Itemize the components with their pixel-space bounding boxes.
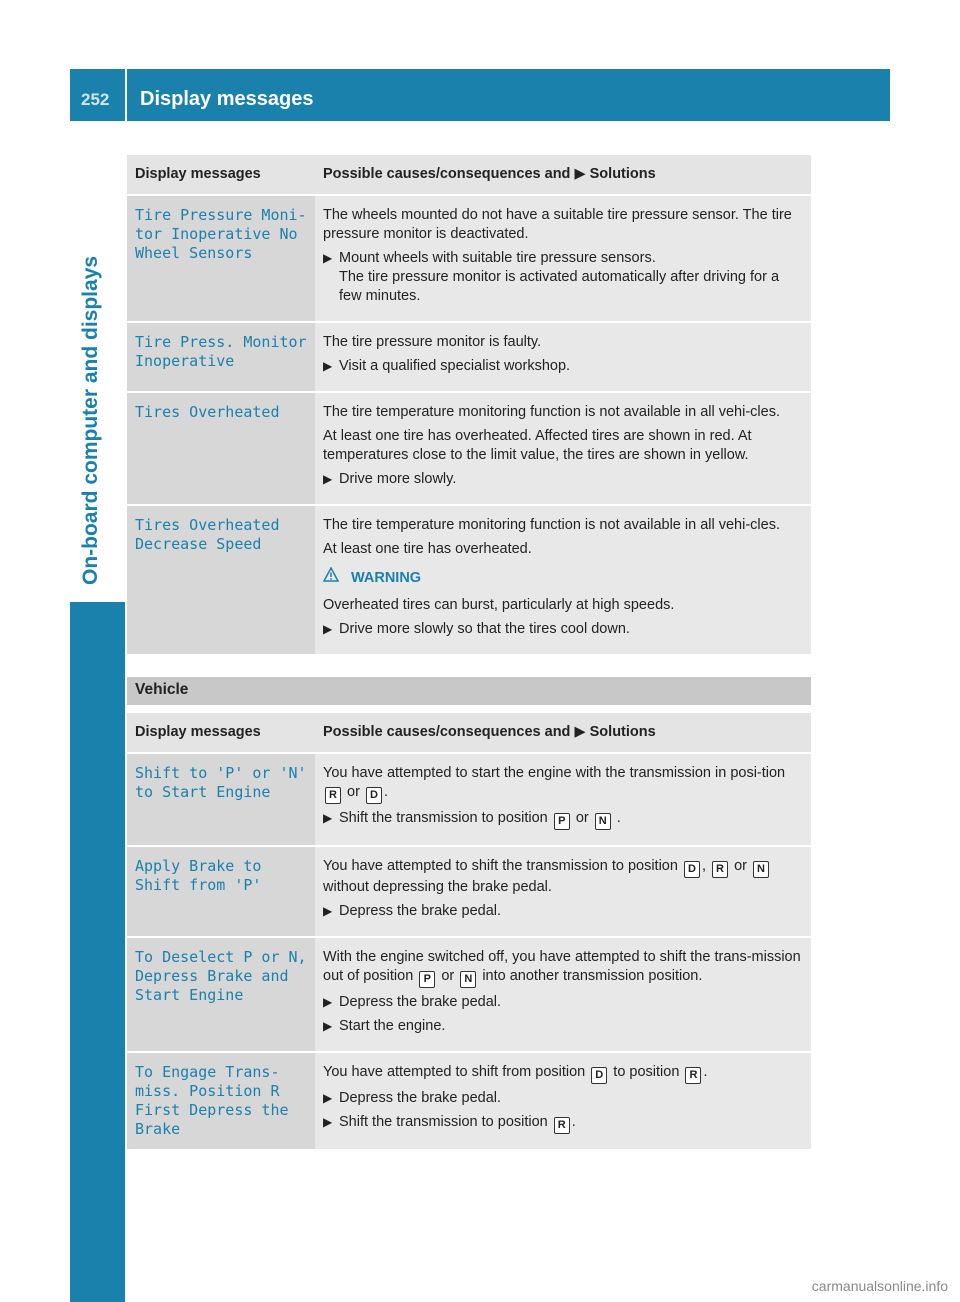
solution-cell: You have attempted to shift the transmission to position D , R or N without depressing the brake pedal. ▶ Depress the brake pedal. [315,846,811,937]
arrow-right-icon: ▶ [323,995,333,1009]
arrow-right-icon: ▶ [323,251,333,265]
arrow-right-icon: ▶ [574,166,586,182]
list-item: ▶ Depress the brake pedal. [323,1090,502,1106]
list-item: ▶ Start the engine. [323,1018,446,1034]
arrow-right-icon: ▶ [323,472,333,486]
gear-d-icon: D [591,1067,607,1084]
display-message: Tire Press. Monitor Inoperative [127,322,315,392]
list-item: ▶ Depress the brake pedal. [323,994,502,1010]
display-message: Tires Overheated Decrease Speed [127,505,315,655]
gear-p-icon: P [554,813,570,830]
header-divider [125,69,127,121]
gear-d-icon: D [366,787,382,804]
page-number: 252 [81,90,110,109]
page-title: Display messages [140,88,314,110]
solution-cell: The tire temperature monitoring function is not available in all vehi-cles. At least one tire has overheated. Affected tires are shown in red. At temperatures close to the limit value, the tires are shown in yellow. ▶ Drive more slowly. [315,392,811,505]
solution-cell: With the engine switched off, you have attempted to shift the trans-mission out of position P or N into another transmission position. ▶ Depress the brake pedal. ▶ Start the engine. [315,937,811,1052]
gear-n-icon: N [753,861,769,878]
gear-r-icon: R [325,787,341,804]
gear-r-icon: R [712,861,728,878]
column-header-causes: Possible causes/consequences and ▶ Solutions [315,713,811,753]
watermark: carmanualsonline.info [811,1278,948,1294]
section-header-vehicle: Vehicle [127,677,811,705]
column-header-causes: Possible causes/consequences and ▶ Solutions [315,155,811,195]
list-item: ▶ Drive more slowly so that the tires cool down. [323,621,630,637]
display-message: To Engage Trans- miss. Position R First Depress the Brake [127,1052,315,1150]
display-message: Shift to 'P' or 'N' to Start Engine [127,753,315,846]
display-message: To Deselect P or N, Depress Brake and Start Engine [127,937,315,1052]
table-header-row [127,713,811,753]
list-item: ▶ Visit a qualified specialist workshop. [323,358,571,374]
table-row [127,753,811,846]
gear-n-icon: N [595,813,611,830]
solution-cell: The tire temperature monitoring function is not available in all vehi-cles. At least one tire has overheated. WARNING Overheated tires can burst, particularly at high speeds. ▶ Drive more slowly so that the tires cool down. [315,505,811,655]
display-message: Apply Brake to Shift from 'P' [127,846,315,937]
list-item: ▶ Depress the brake pedal. [323,903,502,919]
warning-label: WARNING [323,567,803,588]
arrow-right-icon: ▶ [323,1115,333,1129]
table-row [127,195,811,322]
gear-p-icon: P [419,971,435,988]
list-item: ▶ Drive more slowly. [323,471,457,487]
messages-table-tires [127,155,811,656]
gear-r-icon: R [554,1117,570,1134]
sidebar-label: On-board computer and displays [79,255,102,585]
arrow-right-icon: ▶ [574,724,586,740]
solution-cell: You have attempted to shift from position D to position R . ▶ Depress the brake pedal. ▶ Shift the transmission to position R . [315,1052,811,1150]
column-header-messages: Display messages [127,713,315,753]
column-header-messages: Display messages [127,155,315,195]
warning-triangle-icon [323,567,341,588]
messages-table-vehicle [127,713,811,1151]
arrow-right-icon: ▶ [323,811,333,825]
list-item: ▶ Mount wheels with suitable tire pressure sensors. The tire pressure monitor is activated automatically after driving for a few minutes. [323,250,780,304]
solution-cell: The wheels mounted do not have a suitable tire pressure sensor. The tire pressure monitor is deactivated. ▶ Mount wheels with suitable tire pressure sensors. The tire pressure monitor is activated automatically after driving for a few minutes. [315,195,811,322]
arrow-right-icon: ▶ [323,904,333,918]
table-header-row [127,155,811,195]
table-row [127,392,811,505]
table-row [127,505,811,655]
table-row [127,1052,811,1150]
solution-cell: You have attempted to start the engine with the transmission in posi-tion R or D . ▶ Shift the transmission to position P or N . [315,753,811,846]
gear-n-icon: N [460,971,476,988]
display-message: Tires Overheated [127,392,315,505]
solution-cell: The tire pressure monitor is faulty. ▶ Visit a qualified specialist workshop. [315,322,811,392]
table-row [127,937,811,1052]
sidebar-block [70,602,125,1302]
arrow-right-icon: ▶ [323,1091,333,1105]
arrow-right-icon: ▶ [323,359,333,373]
table-row [127,846,811,937]
gear-r-icon: R [685,1067,701,1084]
arrow-right-icon: ▶ [323,1019,333,1033]
display-message: Tire Pressure Moni- tor Inoperative No Wheel Sensors [127,195,315,322]
gear-d-icon: D [684,861,700,878]
table-row [127,322,811,392]
list-item: ▶ Shift the transmission to position R . [323,1113,803,1134]
arrow-right-icon: ▶ [323,622,333,636]
list-item: ▶ Shift the transmission to position P or N . [323,809,803,830]
